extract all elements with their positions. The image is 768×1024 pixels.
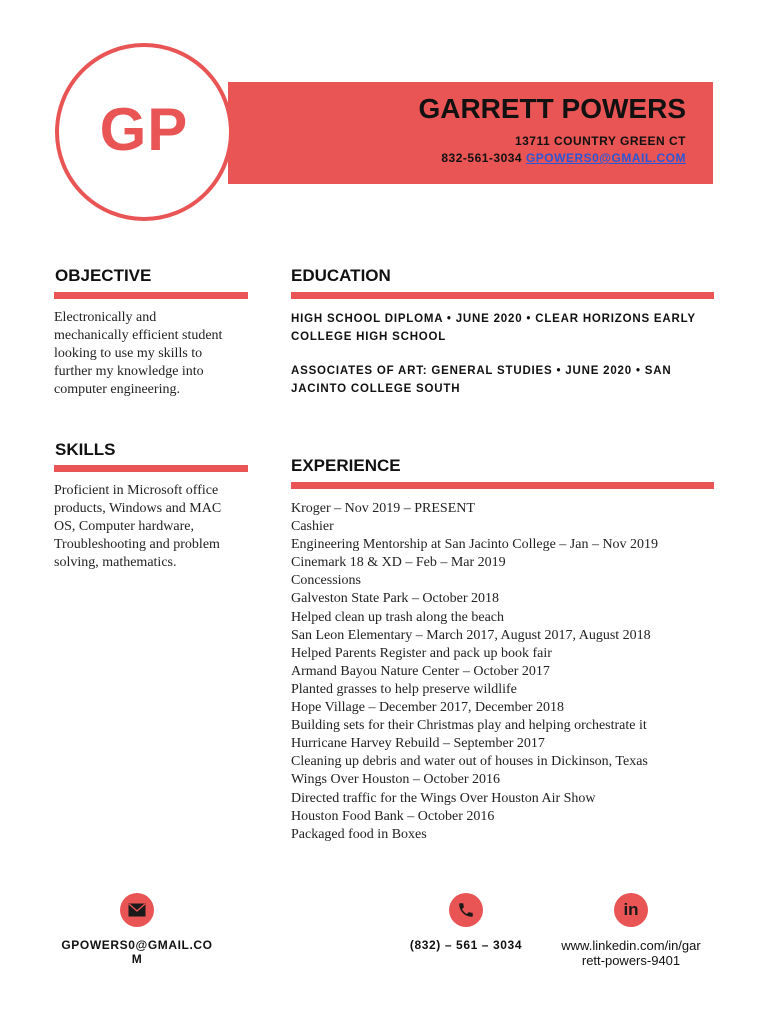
experience-item: Kroger – Nov 2019 – PRESENT [291,501,475,516]
education-line: HIGH SCHOOL DIPLOMA • JUNE 2020 • CLEAR HORIZONS EARLY [291,313,696,325]
experience-item: Cashier [291,519,334,535]
experience-item: Houston Food Bank – October 2016 [291,808,495,824]
experience-item: Galveston State Park – October 2018 [291,591,500,607]
experience-item: Cinemark 18 & XD – Feb – Mar 2019 [291,555,506,571]
experience-item: Armand Bayou Nature Center – October 2017 [291,663,550,679]
experience-item: Wings Over Houston – October 2016 [291,772,501,788]
footer-linkedin[interactable] [541,938,721,968]
footer-linkedin-line: www.linkedin.com/in/gar [561,938,701,953]
education-line: JACINTO COLLEGE SOUTH [291,383,461,395]
footer-email-line: M [131,952,143,966]
education-line: ASSOCIATES OF ART: GENERAL STUDIES • JUNE 2020 • SAN [291,365,672,377]
linkedin-icon[interactable]: in [614,893,648,927]
education-entry [291,310,711,346]
objective-text [54,309,222,399]
header-email-link[interactable]: GPOWERS0@GMAIL.COM [525,151,686,165]
monogram-initials: GP [99,96,189,163]
experience-rule [291,482,714,489]
monogram-circle [55,43,233,221]
experience-item: Cleaning up debris and water out of houses in Dickinson, Texas [291,754,648,770]
experience-item: San Leon Elementary – March 2017, August 2017, August 2018 [291,627,651,643]
experience-item: Concessions [291,573,361,589]
experience-item: Hope Village – December 2017, December 2018 [291,700,564,716]
skills-line: solving, mathematics. [54,555,177,570]
experience-item: Planted grasses to help preserve wildlife [291,681,517,697]
skills-line: Proficient in Microsoft office [54,483,219,498]
skills-text [54,482,221,572]
experience-item: Building sets for their Christmas play and helping orchestrate it [291,718,647,734]
skills-line: OS, Computer hardware, [54,519,194,534]
skills-rule [54,465,248,472]
experience-item: Helped Parents Register and pack up book fair [291,645,552,661]
education-entry [291,362,711,398]
experience-item: Engineering Mentorship at San Jacinto College – Jan – Nov 2019 [291,537,659,553]
skills-line: products, Windows and MAC [54,501,222,516]
experience-heading: EXPERIENCE [291,456,401,475]
experience-item: Packaged food in Boxes [291,826,427,842]
objective-rule [54,292,248,299]
objective-line: computer engineering. [54,382,180,397]
experience-item: Helped clean up trash along the beach [291,609,505,625]
footer-email-line: GPOWERS0@GMAIL.CO [61,938,213,952]
address: 13711 COUNTRY GREEN CT [514,134,686,148]
education-rule [291,292,714,299]
full-name: GARRETT POWERS [418,93,686,124]
education-heading: EDUCATION [291,266,391,285]
objective-line: looking to use my skills to [54,346,203,361]
header-phone: 832-561-3034 [441,151,523,165]
education-line: COLLEGE HIGH SCHOOL [291,331,447,343]
objective-line: further my knowledge into [54,364,204,379]
envelope-icon [120,893,154,927]
phone-icon [449,893,483,927]
footer-linkedin-line: rett-powers-9401 [581,953,681,968]
experience-list [291,500,721,844]
objective-line: Electronically and [54,310,157,325]
footer-phone: (832) – 561 – 3034 [409,938,523,952]
footer-email[interactable] [56,938,218,966]
objective-heading: OBJECTIVE [55,266,152,285]
objective-line: mechanically efficient student [54,328,223,343]
skills-line: Troubleshooting and problem [54,537,220,552]
experience-item: Hurricane Harvey Rebuild – September 2017 [291,736,545,752]
experience-item: Directed traffic for the Wings Over Houston Air Show [291,790,596,806]
header-contact [441,151,686,165]
skills-heading: SKILLS [55,440,116,459]
